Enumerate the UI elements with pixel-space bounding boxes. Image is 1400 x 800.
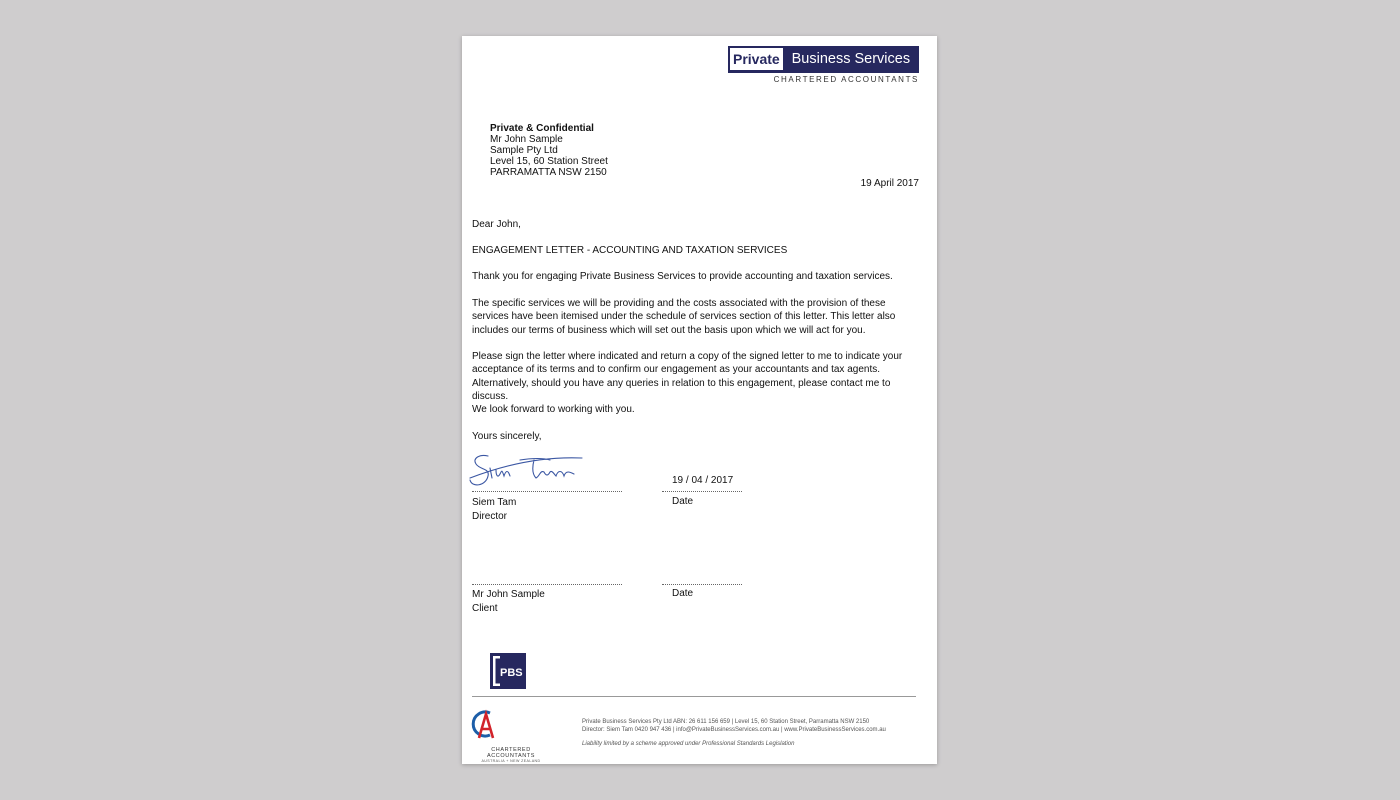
pbs-logo (728, 46, 919, 72)
salutation: Dear John, (472, 219, 521, 230)
address-line-company: Sample Pty Ltd (490, 145, 558, 156)
handwritten-signature (466, 448, 586, 494)
letter-heading: ENGAGEMENT LETTER - ACCOUNTING AND TAXATION SERVICES (472, 245, 788, 256)
pbs-icon-text: PBS (500, 667, 523, 679)
logo-divider (728, 72, 919, 73)
ca-logo-text: CHARTERED ACCOUNTANTS (486, 747, 536, 759)
footer-divider (472, 696, 916, 697)
signature-line-client (472, 584, 622, 585)
closing: Yours sincerely, (472, 431, 542, 442)
address-line-name: Mr John Sample (490, 134, 563, 145)
client-name: Mr John Sample (472, 589, 545, 600)
paragraph-3: Please sign the letter where indicated and return a copy of the signed letter to me to indicate your acceptance of its terms and to confirm our engagement as your accountants and tax agents. Alternatively, should you have any queries in relation to this engagement, please contact me to discuss. (472, 351, 903, 402)
paragraph-2: The specific services we will be providing and the costs associated with the provision of these services have been itemised under the schedule of services section of this letter. This letter also includes our terms of business which will set out the basis upon which we will act for you. (472, 298, 896, 336)
logo-private-text: Private (730, 48, 785, 70)
paragraph-1: Thank you for engaging Private Business Services to provide accounting and taxation services. (472, 271, 893, 282)
letter-date: 19 April 2017 (860, 178, 919, 189)
paragraph-4: We look forward to working with you. (472, 404, 635, 415)
signature-line-director (472, 491, 622, 492)
letter-page (462, 36, 937, 764)
director-name: Siem Tam (472, 497, 517, 508)
footer-line-2: Director: Siem Tam 0420 947 436 | info@PrivateBusinessServices.com.au | www.PrivateBusinessServices.com.au (582, 727, 886, 733)
client-signature-block (472, 588, 545, 615)
logo-subtitle: CHARTERED ACCOUNTANTS (773, 75, 919, 84)
address-line-confidential: Private & Confidential (490, 123, 594, 134)
pbs-icon (490, 653, 526, 689)
director-title: Director (472, 510, 508, 522)
client-title: Client (472, 602, 498, 614)
ca-logo-subtext: AUSTRALIA + NEW ZEALAND (481, 759, 541, 763)
address-line-street: Level 15, 60 Station Street (490, 156, 608, 167)
recipient-address (490, 123, 608, 178)
director-sign-date: 19 / 04 / 2017 (672, 475, 734, 486)
date-label-director: Date (672, 496, 694, 507)
director-signature-block (472, 496, 516, 523)
footer-liability: Liability limited by a scheme approved under Professional Standards Legislation (582, 741, 795, 747)
footer-details (582, 718, 886, 734)
ca-logo (470, 708, 552, 763)
footer-line-1: Private Business Services Pty Ltd ABN: 26 611 156 659 | Level 15, 60 Station Street, Parramatta NSW 2150 (582, 719, 870, 725)
ca-logo-icon (470, 708, 500, 740)
address-line-city: PARRAMATTA NSW 2150 (490, 167, 607, 178)
logo-business-services-text: Business Services (785, 48, 917, 70)
date-line-director (662, 491, 742, 492)
date-label-client: Date (672, 588, 694, 599)
date-line-client (662, 584, 742, 585)
